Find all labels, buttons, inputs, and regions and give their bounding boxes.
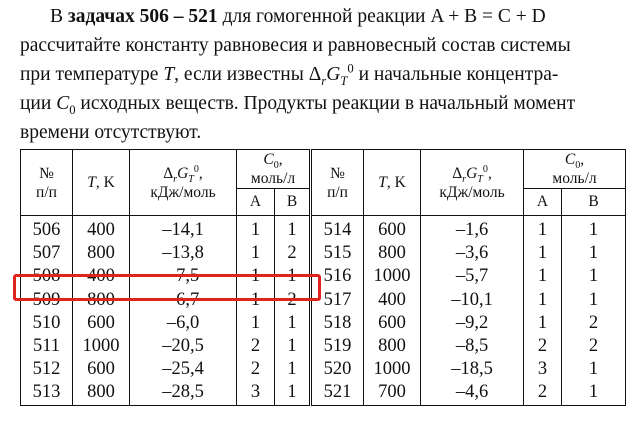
table-cell-n2: 514 <box>311 216 364 243</box>
table-cell-a1: 2 <box>237 335 275 358</box>
table-cell-b2: 2 <box>562 312 626 335</box>
task-range: задачах 506 – 521 <box>67 6 218 27</box>
text-run: исходных веществ. Продукты реакции в начальный момент <box>75 93 576 114</box>
table-cell-a2: 3 <box>524 358 562 381</box>
sub-r: r <box>462 173 467 185</box>
header-concentration <box>237 150 311 189</box>
table-cell-b1: 2 <box>275 242 311 265</box>
table-cell-n1: 511 <box>21 335 73 358</box>
table-row <box>21 289 626 312</box>
sub-zero: 0 <box>575 160 581 172</box>
table-cell-b2: 1 <box>562 381 626 405</box>
table-cell-b2: 1 <box>562 242 626 265</box>
header-temperature-2 <box>364 150 421 216</box>
header-number-sign: № <box>39 164 54 182</box>
table-cell-g1: –6,7 <box>130 289 237 312</box>
table-cell-n2: 517 <box>311 289 364 312</box>
statement-line-1 <box>20 2 630 31</box>
table-cell-b2: 1 <box>562 289 626 312</box>
table-cell-b1: 1 <box>275 335 311 358</box>
text-run: В <box>50 6 68 27</box>
text-run: при температуре <box>20 64 164 85</box>
header-number <box>21 150 73 216</box>
table-cell-g2: –18,5 <box>421 358 524 381</box>
table-cell-g2: –8,5 <box>421 335 524 358</box>
table-cell-a2: 1 <box>524 289 562 312</box>
header-temperature <box>73 150 130 216</box>
comma: , <box>278 151 283 168</box>
table-cell-g2: –4,6 <box>421 381 524 405</box>
table-cell-a1: 1 <box>237 265 275 288</box>
delta: Δ <box>163 164 174 182</box>
table-cell-a1: 2 <box>237 358 275 381</box>
table-cell-n2: 520 <box>311 358 364 381</box>
table-cell-n2: 516 <box>311 265 364 288</box>
sub-r: r <box>173 173 178 185</box>
table-row <box>21 242 626 265</box>
table-cell-g1: –6,0 <box>130 312 237 335</box>
header-col-a: A <box>237 189 275 216</box>
sup-zero: 0 <box>347 61 354 76</box>
table-row <box>21 381 626 405</box>
table-cell-a2: 1 <box>524 242 562 265</box>
letter-C: C <box>263 151 274 168</box>
data-table <box>20 149 626 406</box>
table-cell-n1: 513 <box>21 381 73 405</box>
header-number-2 <box>311 150 364 216</box>
table-row <box>21 312 626 335</box>
table-cell-n1: 512 <box>21 358 73 381</box>
table-cell-n1: 510 <box>21 312 73 335</box>
sub-T: T <box>477 173 483 185</box>
table-cell-a1: 1 <box>237 242 275 265</box>
table-cell-t1: 400 <box>73 216 130 243</box>
table-cell-t1: 600 <box>73 312 130 335</box>
table-cell-t1: 600 <box>73 358 130 381</box>
table-cell-b1: 1 <box>275 358 311 381</box>
header-gibbs-unit: кДж/моль <box>439 183 505 201</box>
table-row <box>21 265 626 288</box>
table-cell-t1: 400 <box>73 265 130 288</box>
header-row <box>21 150 626 189</box>
table-cell-g1: –28,5 <box>130 381 237 405</box>
table-cell-t1: 800 <box>73 242 130 265</box>
delta: Δ <box>308 64 322 85</box>
delta: Δ <box>452 164 463 182</box>
table-cell-a2: 1 <box>524 265 562 288</box>
table-cell-a2: 1 <box>524 312 562 335</box>
header-col-b-2: B <box>562 189 626 216</box>
header-concentration-2 <box>524 150 626 189</box>
table-cell-b1: 1 <box>275 265 311 288</box>
table-cell-b1: 1 <box>275 312 311 335</box>
table-cell-g2: –10,1 <box>421 289 524 312</box>
symbol-delta-g <box>308 61 354 88</box>
table-cell-a1: 1 <box>237 216 275 243</box>
header-T: T <box>87 174 96 191</box>
table-cell-b1: 2 <box>275 289 311 312</box>
table-cell-b2: 1 <box>562 216 626 243</box>
table-cell-n2: 519 <box>311 335 364 358</box>
comma: , <box>580 151 585 168</box>
table-cell-t2: 400 <box>364 289 421 312</box>
table-cell-n1: 507 <box>21 242 73 265</box>
table-cell-g1: –14,1 <box>130 216 237 243</box>
table-cell-n1: 509 <box>21 289 73 312</box>
problem-statement <box>20 2 630 147</box>
symbol-C: C <box>56 93 70 114</box>
table-cell-t1: 800 <box>73 289 130 312</box>
header-col-b: B <box>275 189 311 216</box>
header-gibbs <box>130 150 237 216</box>
letter-G: G <box>466 164 478 182</box>
sup-zero: 0 <box>482 163 488 175</box>
table-cell-b2: 1 <box>562 358 626 381</box>
table-cell-a2: 2 <box>524 381 562 405</box>
table-row <box>21 335 626 358</box>
comma: , <box>487 164 492 182</box>
text-run: ции <box>20 93 57 114</box>
table-cell-a1: 1 <box>237 289 275 312</box>
header-number-sign: № <box>330 164 345 182</box>
table-row <box>21 216 626 243</box>
table-cell-g1: –20,5 <box>130 335 237 358</box>
letter-G: G <box>177 164 189 182</box>
table-cell-t2: 1000 <box>364 358 421 381</box>
symbol-T: T <box>163 64 175 85</box>
statement-line-3 <box>20 60 630 89</box>
table-cell-g1: –13,8 <box>130 242 237 265</box>
sub-r: r <box>321 73 327 88</box>
header-gibbs-2 <box>421 150 524 216</box>
header-T: T <box>378 174 387 191</box>
table-cell-g1: –25,4 <box>130 358 237 381</box>
sub-zero: 0 <box>69 102 76 117</box>
table-cell-a2: 1 <box>524 216 562 243</box>
table-cell-g2: –1,6 <box>421 216 524 243</box>
header-conc-unit: моль/л <box>552 170 597 187</box>
table-cell-g1: –7,5 <box>130 265 237 288</box>
table-cell-t2: 800 <box>364 242 421 265</box>
sub-T: T <box>188 173 194 185</box>
header-temp-unit: , K <box>95 174 115 191</box>
header-temp-unit: , K <box>386 174 406 191</box>
table-cell-t1: 800 <box>73 381 130 405</box>
table-row <box>21 358 626 381</box>
table-cell-t1: 1000 <box>73 335 130 358</box>
sub-T: T <box>340 73 348 88</box>
statement-line-2: рассчитайте константу равновесия и равновесный состав системы <box>20 35 571 56</box>
table-cell-t2: 600 <box>364 312 421 335</box>
table-cell-n2: 515 <box>311 242 364 265</box>
table-cell-b1: 1 <box>275 216 311 243</box>
table-cell-b2: 1 <box>562 265 626 288</box>
table-cell-n2: 518 <box>311 312 364 335</box>
table-cell-n1: 508 <box>21 265 73 288</box>
sup-zero: 0 <box>193 163 199 175</box>
text-run: и начальные концентра- <box>353 64 559 85</box>
table-cell-a2: 2 <box>524 335 562 358</box>
table-cell-t2: 600 <box>364 216 421 243</box>
letter-C: C <box>564 151 576 168</box>
table-cell-g2: –3,6 <box>421 242 524 265</box>
table-cell-t2: 800 <box>364 335 421 358</box>
table-cell-t2: 700 <box>364 381 421 405</box>
table-cell-n2: 521 <box>311 381 364 405</box>
statement-line-4 <box>20 89 630 118</box>
table-cell-b1: 1 <box>275 381 311 405</box>
header-number-label: п/п <box>327 183 348 201</box>
header-col-a-2: A <box>524 189 562 216</box>
sub-zero: 0 <box>273 160 279 172</box>
statement-line-5: времени отсутствуют. <box>20 122 202 143</box>
table-cell-t2: 1000 <box>364 265 421 288</box>
table-cell-g2: –5,7 <box>421 265 524 288</box>
text-run: для гомогенной реакции A + B = C + D <box>217 6 546 27</box>
header-number-label: п/п <box>36 183 57 201</box>
table-cell-a1: 3 <box>237 381 275 405</box>
comma: , <box>198 164 203 182</box>
table-body <box>21 216 626 406</box>
letter-G: G <box>326 64 341 85</box>
header-gibbs-unit: кДж/моль <box>150 183 216 201</box>
table-cell-b2: 2 <box>562 335 626 358</box>
table-cell-n1: 506 <box>21 216 73 243</box>
header-conc-unit: моль/л <box>250 170 296 187</box>
text-run: , если известны <box>174 64 309 85</box>
table-cell-g2: –9,2 <box>421 312 524 335</box>
table-cell-a1: 1 <box>237 312 275 335</box>
